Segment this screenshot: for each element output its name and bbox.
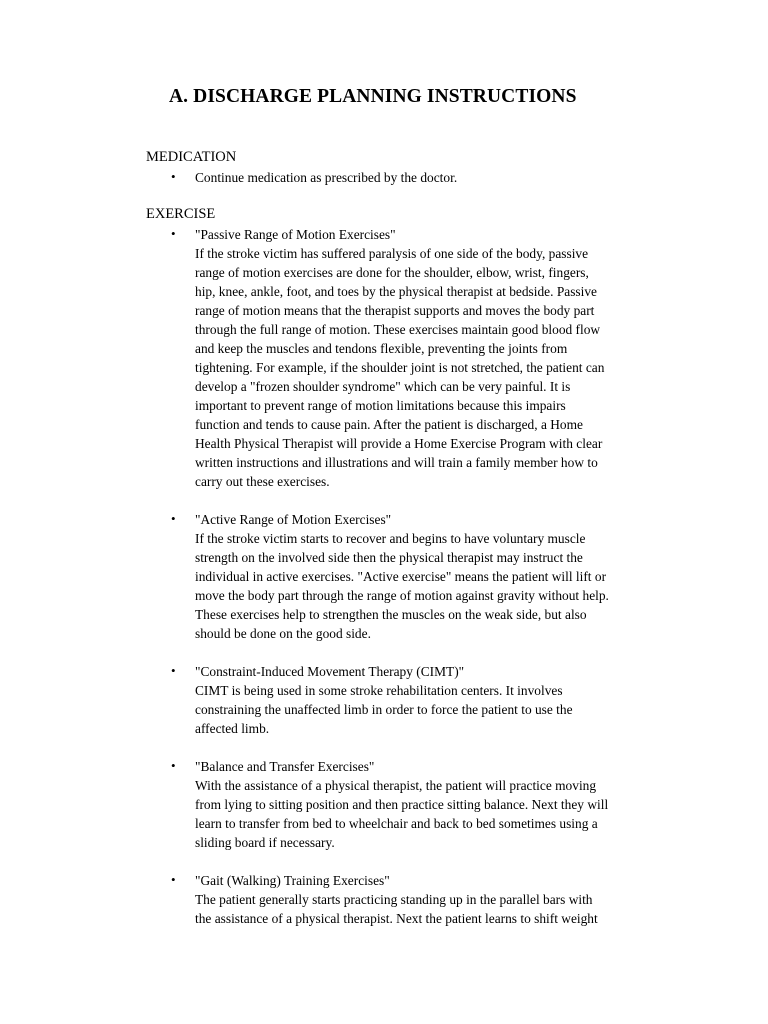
exercise-item-title: "Gait (Walking) Training Exercises" xyxy=(195,873,390,888)
bullet-icon: • xyxy=(171,872,176,887)
exercise-item-line: Health Physical Therapist will provide a Home Exercise Program with clear xyxy=(195,436,603,451)
exercise-item-line: develop a "frozen shoulder syndrome" which can be very painful. It is xyxy=(195,379,571,394)
bullet-icon: • xyxy=(171,511,176,526)
exercise-item-line: constraining the unaffected limb in order to force the patient to use the xyxy=(195,702,573,717)
exercise-item-line: The patient generally starts practicing standing up in the parallel bars with xyxy=(195,892,593,907)
exercise-item-line: CIMT is being used in some stroke rehabilitation centers. It involves xyxy=(195,683,563,698)
bullet-icon: • xyxy=(171,758,176,773)
bullet-icon: • xyxy=(171,663,176,678)
exercise-item-line: If the stroke victim starts to recover and begins to have voluntary muscle xyxy=(195,531,586,546)
exercise-item-line: tightening. For example, if the shoulder joint is not stretched, the patient can xyxy=(195,360,605,375)
exercise-item-line: the assistance of a physical therapist. Next the patient learns to shift weight xyxy=(195,911,598,926)
exercise-item-line: hip, knee, ankle, foot, and toes by the physical therapist at bedside. Passive xyxy=(195,284,597,299)
exercise-item-line: written instructions and illustrations and will train a family member how to xyxy=(195,455,598,470)
exercise-item-line: strength on the involved side then the physical therapist may instruct the xyxy=(195,550,583,565)
exercise-item-gait-training xyxy=(195,871,695,928)
exercise-item-line: range of motion exercises are done for the shoulder, elbow, wrist, fingers, xyxy=(195,265,589,280)
exercise-item-line: sliding board if necessary. xyxy=(195,835,335,850)
exercise-item-active-rom xyxy=(195,510,695,643)
exercise-item-cimt xyxy=(195,662,695,738)
exercise-item-line: from lying to sitting position and then practice sitting balance. Next they will xyxy=(195,797,609,812)
exercise-item-line: With the assistance of a physical therapist, the patient will practice moving xyxy=(195,778,597,793)
exercise-heading: EXERCISE xyxy=(146,206,216,222)
exercise-item-line: should be done on the good side. xyxy=(195,626,371,641)
bullet-icon: • xyxy=(171,169,176,184)
exercise-item-title: "Active Range of Motion Exercises" xyxy=(195,512,392,527)
exercise-item-line: carry out these exercises. xyxy=(195,474,330,489)
exercise-item-title: "Passive Range of Motion Exercises" xyxy=(195,227,396,242)
exercise-item-line: move the body part through the range of motion against gravity without help. xyxy=(195,588,609,603)
exercise-item-line: learn to transfer from bed to wheelchair and back to bed sometimes using a xyxy=(195,816,598,831)
exercise-item-line: and keep the muscles and tendons flexible, preventing the joints from xyxy=(195,341,568,356)
exercise-item-line: range of motion means that the therapist supports and moves the body part xyxy=(195,303,595,318)
exercise-item-line: If the stroke victim has suffered paralysis of one side of the body, passive xyxy=(195,246,589,261)
page-title: A. DISCHARGE PLANNING INSTRUCTIONS xyxy=(169,86,577,107)
exercise-item-line: important to prevent range of motion limitations because this impairs xyxy=(195,398,566,413)
exercise-item-line: individual in active exercises. "Active exercise" means the patient will lift or xyxy=(195,569,607,584)
exercise-item-line: through the full range of motion. These exercises maintain good blood flow xyxy=(195,322,601,337)
medication-line: Continue medication as prescribed by the doctor. xyxy=(195,170,458,185)
exercise-item-balance-transfer xyxy=(195,757,695,852)
exercise-item-title: "Balance and Transfer Exercises" xyxy=(195,759,375,774)
medication-item xyxy=(195,168,695,187)
medication-heading: MEDICATION xyxy=(146,149,237,165)
exercise-item-line: These exercises help to strengthen the muscles on the weak side, but also xyxy=(195,607,587,622)
exercise-item-line: affected limb. xyxy=(195,721,270,736)
exercise-item-title: "Constraint-Induced Movement Therapy (CIMT)" xyxy=(195,664,465,679)
exercise-item-line: function and tends to cause pain. After the patient is discharged, a Home xyxy=(195,417,583,432)
bullet-icon: • xyxy=(171,226,176,241)
exercise-item-passive-rom xyxy=(195,225,695,491)
